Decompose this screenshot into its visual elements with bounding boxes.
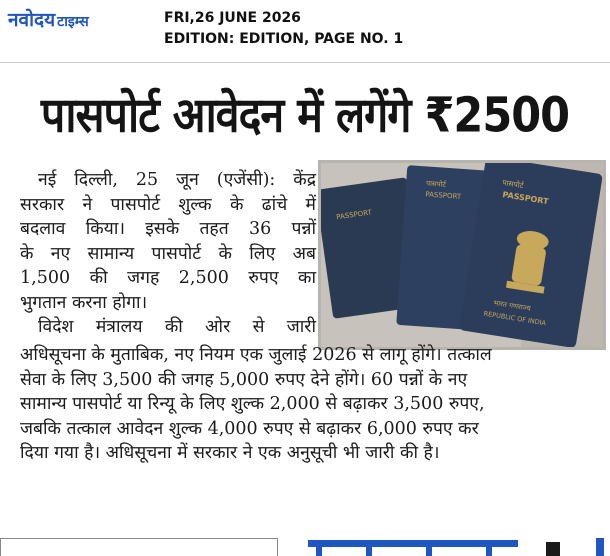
logo-sub-text: टाइम्स: [57, 14, 89, 30]
lead-line: नई दिल्ली, 25 जून (एजेंसी): केंद्र: [38, 170, 316, 190]
passports-illustration: [321, 163, 603, 347]
article-headline: पासपोर्ट आवेदन में लगेंगे ₹2500: [40, 87, 570, 144]
article-body: [20, 343, 592, 466]
date-line: FRI,26 JUNE 2026: [164, 10, 301, 26]
svg-text:REPUBLIC OF INDIA: REPUBLIC OF INDIA: [483, 309, 547, 328]
edition-line: EDITION: EDITION, PAGE NO. 1: [164, 31, 404, 47]
lead-line: बदलाव किया। इसके तहत 36 पन्नों: [20, 219, 316, 239]
svg-text:पासपोर्ट: पासपोर्ट: [501, 177, 525, 191]
svg-text:PASSPORT: PASSPORT: [501, 190, 550, 207]
body-line: अधिसूचना के मुताबिक, नए नियम एक जुलाई 2026 से लागू होंगे। तत्काल: [20, 345, 492, 365]
article-lead: [20, 168, 316, 340]
newspaper-logo: [8, 6, 89, 36]
adjacent-article-frame: [0, 538, 278, 556]
masthead: [0, 0, 610, 60]
svg-text:भारत गणराज्य: भारत गणराज्य: [492, 298, 532, 313]
svg-text:PASSPORT: PASSPORT: [425, 190, 462, 201]
body-line: दिया गया है। अधिसूचना में सरकार ने एक अनुसूची भी जारी की है।: [20, 443, 440, 463]
lead-line: सरकार ने पासपोर्ट शुल्क के ढांचे में: [20, 194, 316, 215]
body-line: सामान्य पासपोर्ट या रिन्यू के लिए शुल्क 2,000 से बढ़ाकर 3,500 रुपए,: [20, 394, 485, 414]
next-article-headline-fragment: [306, 530, 606, 556]
edition-info: [164, 8, 403, 50]
masthead-divider: [0, 62, 610, 63]
body-line: सेवा के लिए 3,500 की जगह 5,000 रुपए देने होंगे। 60 पन्नों के नए: [20, 369, 468, 390]
svg-text:PASSPORT: PASSPORT: [335, 208, 373, 222]
lead-line: विदेश मंत्रालय की ओर से जारी: [38, 317, 316, 337]
passports-photo: [318, 160, 606, 350]
svg-text:पासपोर्ट: पासपोर्ट: [425, 179, 447, 189]
lead-line: भुगतान करना होगा।: [20, 292, 148, 313]
logo-main-text: नवोदय: [8, 9, 56, 31]
cropped-headline-strokes: [306, 530, 606, 556]
body-line: जबकि तत्काल आवेदन शुल्क 4,000 रुपए से बढ़ाकर 6,000 रुपए कर: [20, 418, 479, 439]
lead-line: के नए सामान्य पासपोर्ट के लिए अब: [20, 243, 316, 264]
lead-line: 1,500 की जगह 2,500 रुपए का: [20, 268, 316, 288]
